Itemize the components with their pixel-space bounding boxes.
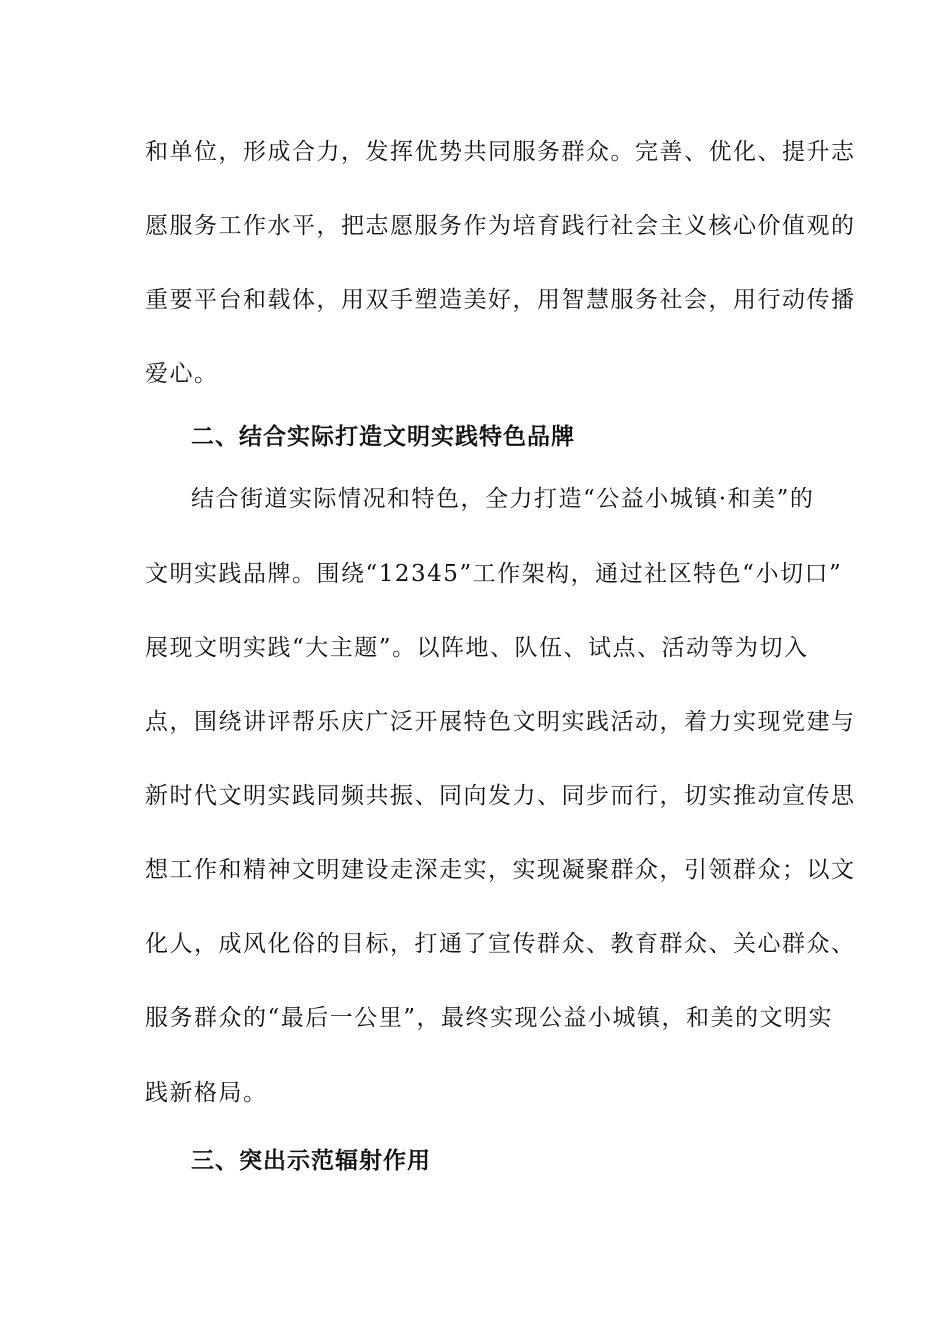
paragraph-line: 服务群众的“最后一公里”，最终实现公益小城镇，和美的文明实 [145,1005,834,1031]
paragraph-line: 和单位，形成合力，发挥优势共同服务群众。完善、优化、提升志 [145,139,856,165]
section-heading: 二、结合实际打造文明实践特色品牌 [191,424,575,450]
paragraph-line: 重要平台和载体，用双手塑造美好，用智慧服务社会，用行动传播 [145,287,856,313]
paragraph-line: 结合街道实际情况和特色，全力打造“公益小城镇·和美”的 [191,486,815,512]
paragraph-line: 践新格局。 [145,1080,268,1106]
paragraph-line: 化人，成风化俗的目标，打通了宣传群众、教育群众、关心群众、 [145,931,856,957]
paragraph-line: 文明实践品牌。围绕“12345”工作架构，通过社区特色“小切口” [145,561,843,587]
paragraph-line: 点，围绕讲评帮乐庆广泛开展特色文明实践活动，着力实现党建与 [145,709,856,735]
paragraph-line: 爱心。 [145,361,219,387]
paragraph-line: 想工作和精神文明建设走深走实，实现凝聚群众，引领群众；以文 [145,857,856,883]
paragraph-line: 新时代文明实践同频共振、同向发力、同步而行，切实推动宣传思 [145,783,856,809]
paragraph-line: 愿服务工作水平，把志愿服务作为培育践行社会主义核心价值观的 [145,213,856,239]
paragraph-line: 展现文明实践“大主题”。以阵地、队伍、试点、活动等为切入 [145,635,809,661]
section-heading: 三、突出示范辐射作用 [191,1148,431,1174]
